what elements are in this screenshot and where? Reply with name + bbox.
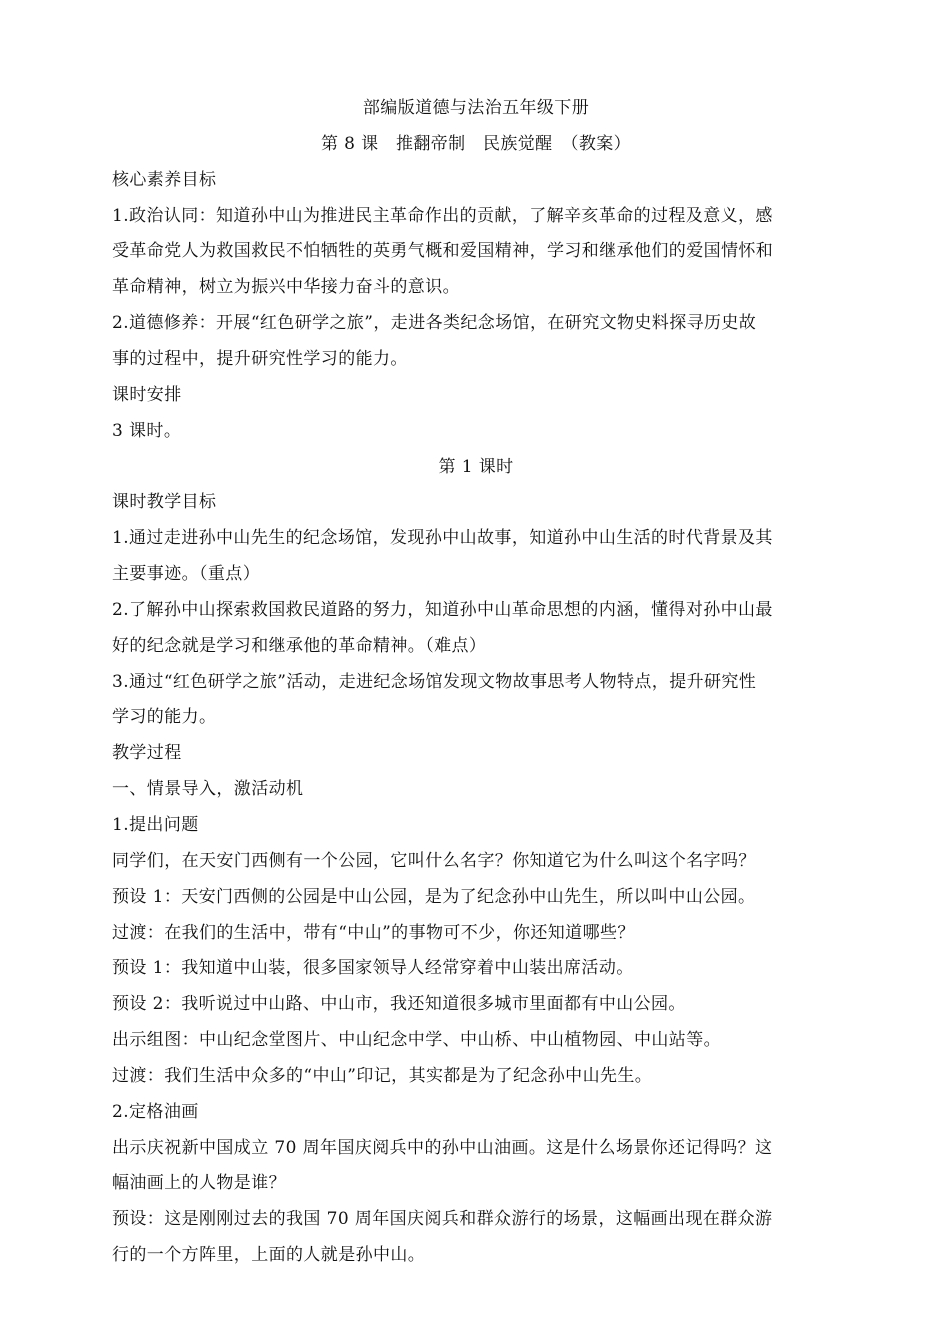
section-heading: 课时教学目标: [112, 492, 217, 512]
paragraph-line: 事的过程中，提升研究性学习的能力。: [112, 349, 408, 369]
paragraph-line: 预设 1：我知道中山装，很多国家领导人经常穿着中山装出席活动。: [112, 958, 634, 978]
lesson-title: 第 8 课 推翻帝制 民族觉醒 （教案）: [320, 134, 632, 154]
paragraph-line: 同学们，在天安门西侧有一个公园，它叫什么名字？你知道它为什么叫这个名字吗？: [112, 851, 756, 871]
paragraph-line: 预设 2：我听说过中山路、中山市，我还知道很多城市里面都有中山公园。: [112, 994, 686, 1014]
lesson-session-title: 第 1 课时: [438, 457, 514, 477]
paragraph-line: 预设 1：天安门西侧的公园是中山公园，是为了纪念孙中山先生，所以叫中山公园。: [112, 887, 756, 907]
paragraph-line: 好的纪念就是学习和继承他的革命精神。（难点）: [112, 636, 487, 656]
paragraph-line: 2.了解孙中山探索救国救民道路的努力，知道孙中山革命思想的内涵，懂得对孙中山最: [112, 600, 773, 620]
paragraph-line: 2.定格油画: [112, 1102, 199, 1122]
paragraph-line: 学习的能力。: [112, 707, 217, 727]
paragraph-line: 革命精神，树立为振兴中华接力奋斗的意识。: [112, 277, 460, 297]
paragraph-line: 行的一个方阵里，上面的人就是孙中山。: [112, 1245, 426, 1265]
paragraph-line: 2.道德修养：开展“红色研学之旅”，走进各类纪念场馆，在研究文物史料探寻历史故: [112, 313, 757, 333]
paragraph-line: 预设：这是刚刚过去的我国 70 周年国庆阅兵和群众游行的场景，这幅画出现在群众游: [112, 1209, 773, 1229]
paragraph-line: 出示庆祝新中国成立 70 周年国庆阅兵中的孙中山油画。这是什么场景你还记得吗？这: [112, 1138, 773, 1158]
paragraph-line: 过渡：我们生活中众多的“中山”印记，其实都是为了纪念孙中山先生。: [112, 1066, 653, 1086]
section-heading: 一、情景导入，激活动机: [112, 779, 304, 799]
paragraph-line: 幅油画上的人物是谁？: [112, 1173, 286, 1193]
document-title: 部编版道德与法治五年级下册: [362, 98, 590, 118]
paragraph-line: 受革命党人为救国救民不怕牺牲的英勇气概和爱国精神，学习和继承他们的爱国情怀和: [112, 241, 774, 261]
section-heading: 核心素养目标: [112, 170, 217, 190]
paragraph-line: 3 课时。: [112, 421, 182, 441]
paragraph-line: 出示组图：中山纪念堂图片、中山纪念中学、中山桥、中山植物园、中山站等。: [112, 1030, 721, 1050]
paragraph-line: 1.提出问题: [112, 815, 199, 835]
section-heading: 教学过程: [112, 743, 182, 763]
paragraph-line: 主要事迹。（重点）: [112, 564, 261, 584]
paragraph-line: 3.通过“红色研学之旅”活动，走进纪念场馆发现文物故事思考人物特点，提升研究性: [112, 672, 757, 692]
paragraph-line: 1.通过走进孙中山先生的纪念场馆，发现孙中山故事，知道孙中山生活的时代背景及其: [112, 528, 773, 548]
paragraph-line: 1.政治认同：知道孙中山为推进民主革命作出的贡献，了解辛亥革命的过程及意义，感: [112, 206, 773, 226]
section-heading: 课时安排: [112, 385, 182, 405]
paragraph-line: 过渡：在我们的生活中，带有“中山”的事物可不少，你还知道哪些？: [112, 923, 635, 943]
